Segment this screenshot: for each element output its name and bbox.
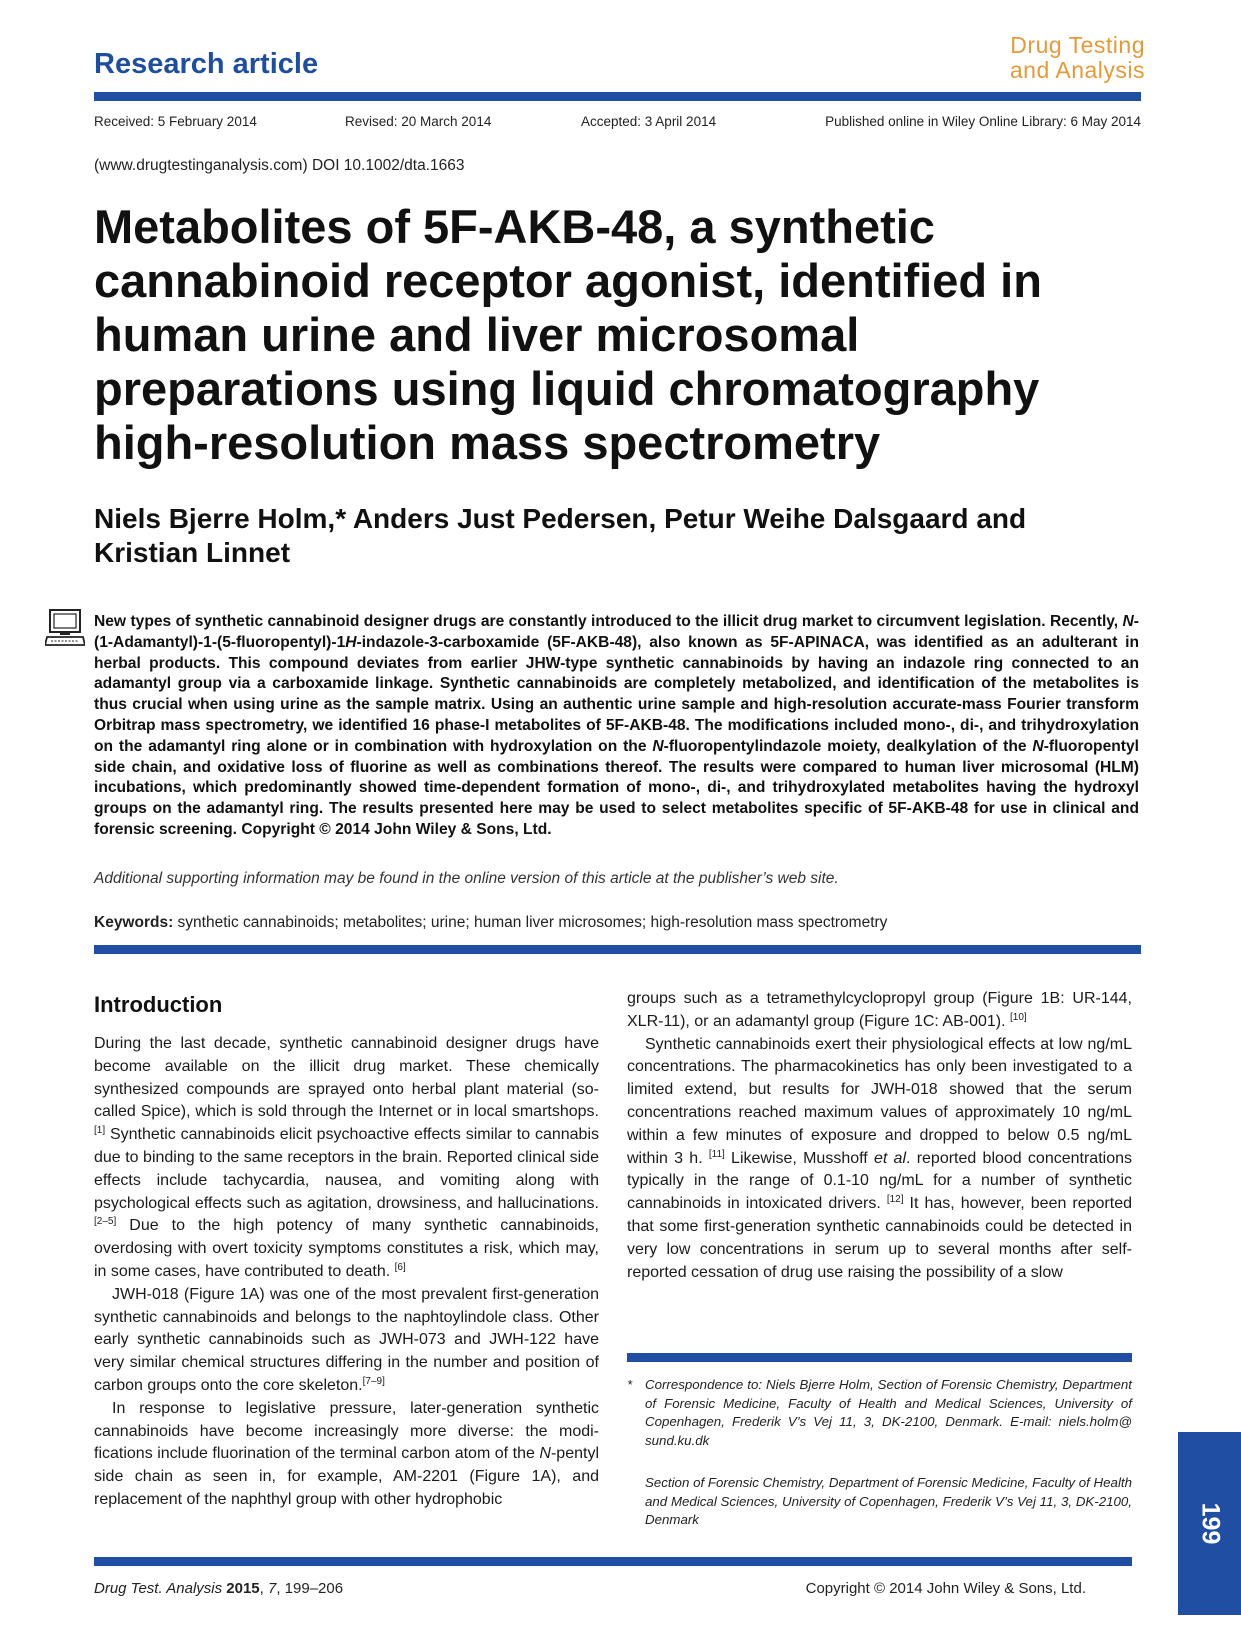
correspondence-mark: *	[627, 1377, 633, 1392]
keywords-list: synthetic cannabinoids; metabolites; urine; human liver microsomes; high-resolution mass spectrometry	[173, 914, 888, 931]
citation[interactable]: [7–9]	[362, 1375, 385, 1387]
citation[interactable]: [11]	[708, 1148, 725, 1160]
article-title: Metabolites of 5F-AKB-48, a synthetic cannabinoid receptor agonist, identified in human urine and liver microsomal preparations using liquid chromatography high-resolution mass spectrometry	[94, 200, 1042, 469]
citation[interactable]: [2–5]	[94, 1216, 117, 1228]
citation[interactable]: [10]	[1010, 1011, 1027, 1023]
journal-brand	[1010, 33, 1145, 83]
keywords	[94, 914, 887, 932]
revised-date: Revised: 20 March 2014	[345, 114, 492, 129]
doi-line[interactable]: (www.drugtestinganalysis.com) DOI 10.1002/dta.1663	[94, 157, 465, 174]
abstract-rule	[94, 945, 1141, 954]
left-column	[94, 1033, 599, 1512]
correspondence-text: Correspondence to: Niels Bjerre Holm, Section of Forensic Chemistry, Department of Forensic Medicine, Faculty of Health and Medical Sciences, University of Copenhagen, Frederik V’s Vej 11, 3, DK-2100, Denmark. E-mail: niels.holm@ sund.ku.dk	[645, 1377, 1132, 1448]
section-label: Research article	[94, 48, 319, 80]
citation[interactable]: [6]	[394, 1261, 406, 1273]
computer-icon	[45, 609, 85, 651]
journal-brand-line2: and Analysis	[1009, 57, 1145, 83]
header-rule	[94, 92, 1141, 101]
received-date: Received: 5 February 2014	[94, 114, 257, 129]
paragraph: JWH-018 (Figure 1A) was one of the most prevalent first-generation synthetic cannabinoids and belongs to the naphtoylindole class. Other early synthetic cannabinoids such as JWH-073 and JWH-122 have very similar chemical structures differing in the number and position of carbon groups onto the core skeleton.[7–9]	[94, 1285, 599, 1394]
author-line-1: Niels Bjerre Holm,* Anders Just Pedersen, Petur Weihe Dalsgaard and	[94, 503, 1027, 534]
correspondence-rule	[627, 1353, 1132, 1362]
citation[interactable]: [12]	[886, 1194, 904, 1206]
page-number: 199	[1196, 1502, 1224, 1545]
citation[interactable]: [1]	[94, 1125, 106, 1137]
supporting-info-note: Additional supporting information may be found in the online version of this article at the publisher’s web site.	[94, 870, 839, 887]
footer-copyright: Copyright © 2014 John Wiley & Sons, Ltd.	[805, 1580, 1086, 1597]
accepted-date: Accepted: 3 April 2014	[581, 114, 717, 129]
abstract-text: New types of synthetic cannabinoid designer drugs are constantly introduced to the illicit drug market to circumvent legislation. Recently, N-(1-Adamantyl)-1-(5-fluoropentyl)-1H-indazole-3-carboxamide (5F-AKB-48), also known as 5F-APINACA, was identified as an adulterant in herbal products. This compound deviates from earlier JHW-type synthetic cannabinoids by having an indazole ring connected to an adamantyl group via a carboxamide linkage. Synthetic cannabinoids are completely metabolized, and identification of the metabolites is thus crucial when using urine as the sample matrix. Using an authentic urine sample and high-resolution accurate-mass Fourier transform Orbitrap mass spectrometry, we identified 16 phase-I metabolites of 5F-AKB-48. The modifications included mono-, di-, and trihydroxylation on the adamantyl ring alone or in combination with hydroxylation on the N-fluoropentylindazole moiety, dealkylation of the N-fluoropentyl side chain, and oxidative loss of fluorine as well as combinations thereof. The results were compared to human liver microsomal (HLM) incubations, which predominantly showed time-dependent formation of mono-, di-, and trihydroxylated metabolites having the hydroxyl groups on the adamantyl ring. The results presented here may be used to select metabolites specific of 5F-AKB-48 for use in clinical and forensic screening. Copyright © 2014 John Wiley & Sons, Ltd.	[94, 613, 1139, 838]
keywords-label: Keywords:	[94, 914, 174, 931]
paragraph: In response to legislative pressure, later-generation synthetic cannabinoids have become increasingly more diverse: the modifications include fluorination of the terminal carbon atom of the N-pentyl side chain as seen in, for example, AM-2201 (Figure 1A), and replacement of the naphthyl group with other hydrophobic	[94, 1399, 599, 1508]
affiliation-text: Section of Forensic Chemistry, Department of Forensic Medicine, Faculty of Health and Medical Sciences, University of Copenhagen, Frederik V’s Vej 11, 3, DK-2100, Denmark	[645, 1475, 1132, 1527]
journal-brand-line1: Drug Testing	[1010, 32, 1145, 58]
journal-citation: Drug Test. Analysis 2015, 7, 199–206	[94, 1580, 344, 1597]
right-column	[627, 988, 1132, 1284]
footer-rule	[94, 1557, 1132, 1566]
author-list	[94, 502, 1134, 570]
paragraph: Synthetic cannabinoids exert their physiological effects at low ng/mL concentrations. The pharmacokinetics has only been investigated to a limited extend, but results for JWH-018 showed that the serum concentrations reached maximum values of approximately 10 ng/mL within a few minutes of exposure and dropped to below 0.5 ng/mL within 3 h. [11] Likewise, Musshoff et al. reported blood concentrations typically in the range of 0.1-10 ng/mL for a number of synthetic cannabinoids in intoxicated drivers. [12] It has, however, been reported that some first-generation synthetic cannabinoids could be detected in very low concentrations in serum up to several months after self-reported cessation of drug use raising the possibility of a slow	[627, 1035, 1132, 1281]
paragraph: During the last decade, synthetic cannabinoid designer drugs have become available on the illicit drug market. These chemically synthesized compounds are sprayed onto herbal plant material (so-called Spice), which is sold through the Internet or in local smartshops. [1] Synthetic cannabinoids elicit psychoactive effects similar to cannabis due to binding to the same receptors in the brain. Reported clinical side effects include tachycardia, nausea, and vomiting along with psychological effects such as agitation, drowsiness, and hallucinations.[2–5] Due to the high potency of many synthetic cannabinoids, overdosing with overt toxicity symptoms constitutes a risk, which may, in some cases, have contributed to death. [6]	[94, 1035, 599, 1280]
published-date: Published online in Wiley Online Library: 6 May 2014	[825, 114, 1141, 129]
section-heading: Introduction	[94, 992, 223, 1017]
paragraph: groups such as a tetramethylcyclopropyl group (Figure 1B: UR-144, XLR-11), or an adamantyl group (Figure 1C: AB-001). [10]	[627, 990, 1132, 1030]
author-line-2: Kristian Linnet	[94, 537, 291, 568]
